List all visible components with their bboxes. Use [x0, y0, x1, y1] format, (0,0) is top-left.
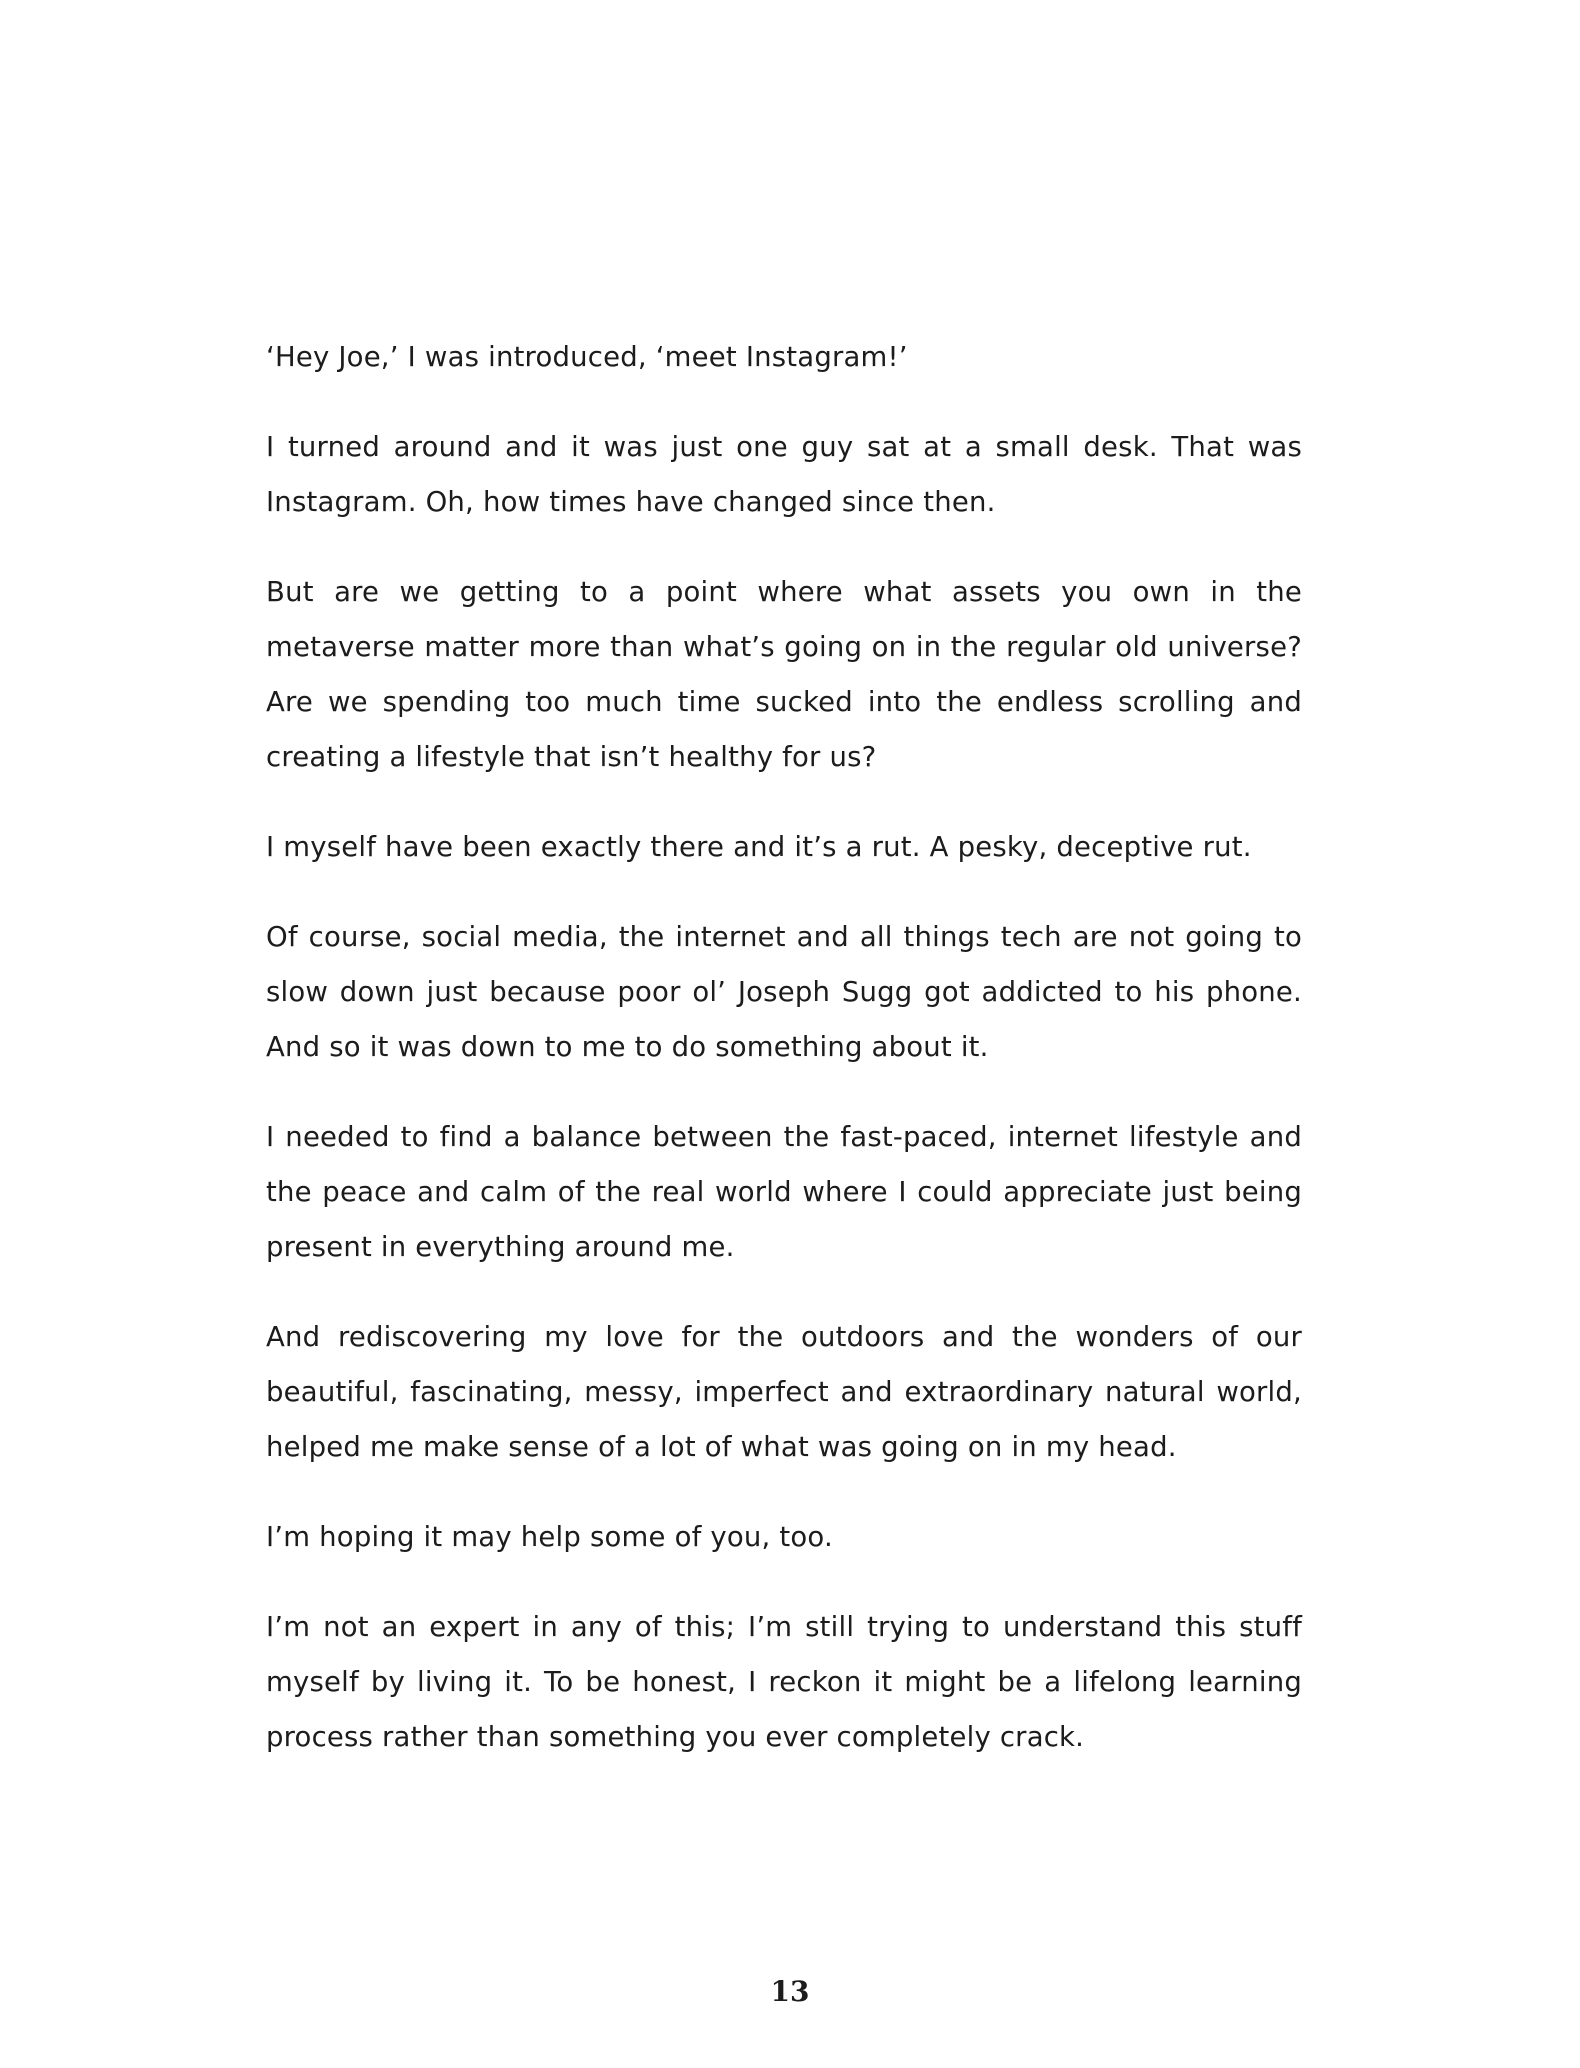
paragraph-2: I turned around and it was just one guy sat at a small desk. That was Instagram. Oh, how times have changed since then.	[266, 431, 1302, 518]
paragraph-8: I’m hoping it may help some of you, too.	[266, 1521, 833, 1553]
paragraph-9: I’m not an expert in any of this; I’m still trying to understand this stuff myself by living it. To be honest, I reckon it might be a lifelong learning process rather than something you ever completely crack.	[266, 1611, 1302, 1753]
paragraph-7: And rediscovering my love for the outdoors and the wonders of our beautiful, fascinating, messy, imperfect and extraordinary natural world, helped me make sense of a lot of what was going on in my head.	[266, 1321, 1302, 1463]
paragraph-3: But are we getting to a point where what assets you own in the metaverse matter more than what’s going on in the regular old universe? Are we spending too much time sucked into the endless scrolling and creating a lifestyle that isn’t healthy for us?	[266, 576, 1302, 773]
paragraph-5: Of course, social media, the internet and all things tech are not going to slow down just because poor ol’ Joseph Sugg got addicted to his phone. And so it was down to me to do something about it.	[266, 921, 1302, 1063]
body-text	[266, 330, 1302, 1800]
page-number: 13	[770, 1975, 810, 2008]
paragraph-4: I myself have been exactly there and it’s a rut. A pesky, deceptive rut.	[266, 831, 1252, 863]
paragraph-6: I needed to find a balance between the fast-paced, internet lifestyle and the peace and calm of the real world where I could appreciate just being present in everything around me.	[266, 1121, 1302, 1263]
paragraph-1: ‘Hey Joe,’ I was introduced, ‘meet Instagram!’	[266, 341, 908, 373]
